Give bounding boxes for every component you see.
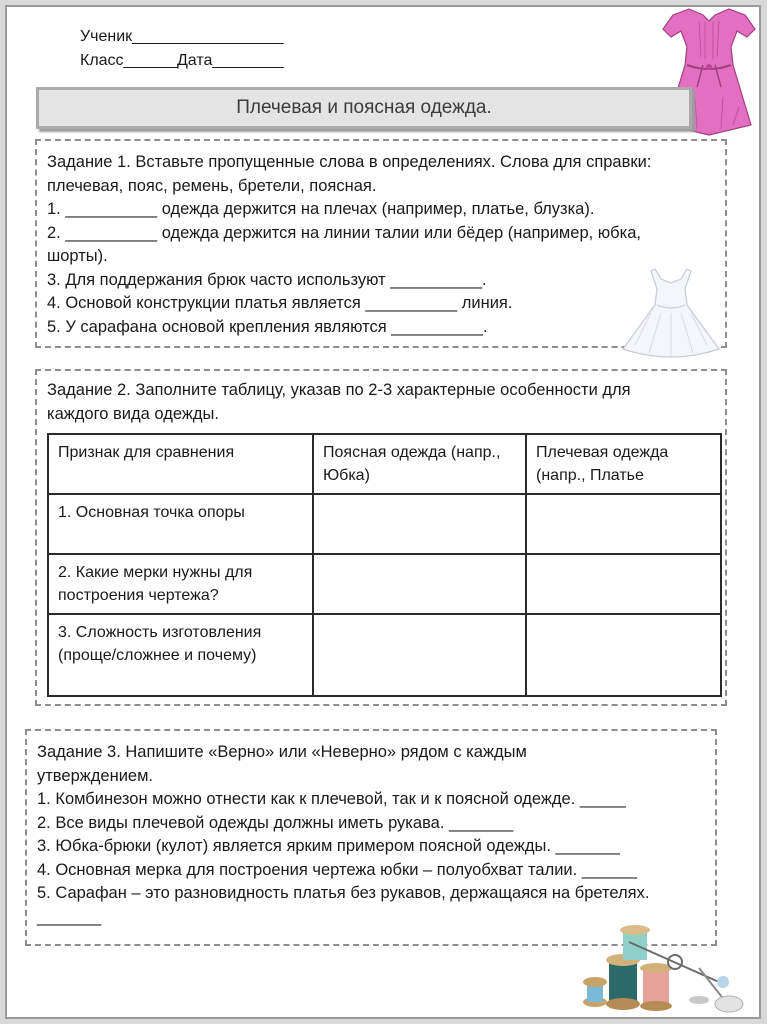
task-2-heading-cont: каждого вида одежды. — [47, 404, 219, 423]
table-header-cell: Поясная одежда (напр., Юбка) — [313, 434, 526, 494]
comparison-table — [47, 433, 722, 697]
class-date-line: Класс______Дата________ — [80, 52, 284, 69]
table-cell-criterion: 1. Основная точка опоры — [48, 494, 313, 554]
task-2-box — [35, 369, 727, 706]
task-2-heading: Задание 2. Заполните таблицу, указав по 2-3 характерные особенности для — [47, 381, 631, 399]
task-3-item-5-blank: _______ — [37, 907, 102, 926]
table-header-cell: Признак для сравнения — [48, 434, 313, 494]
student-info — [80, 25, 284, 73]
table-cell-answer[interactable] — [526, 614, 721, 696]
table-row — [48, 554, 721, 614]
table-cell-answer[interactable] — [313, 494, 526, 554]
student-name-line: Ученик_________________ — [80, 28, 284, 45]
task-3-heading-cont: утверждением. — [37, 766, 154, 785]
table-cell-answer[interactable] — [313, 554, 526, 614]
task-3-item-1: 1. Комбинезон можно отнести как к плечевой, так и к поясной одежде. _____ — [37, 790, 626, 808]
table-row — [48, 494, 721, 554]
table-cell-answer[interactable] — [526, 494, 721, 554]
task-1-item-4: 4. Основой конструкции платья является __________ линия. — [47, 294, 513, 312]
task-3-box — [25, 729, 717, 946]
task-1-item-3: 3. Для поддержания брюк часто используют __________. — [47, 270, 487, 289]
task-3-item-4: 4. Основная мерка для построения чертежа юбки – полуобхват талии. ______ — [37, 860, 637, 879]
table-row — [48, 614, 721, 696]
task-1-item-2-cont: шорты). — [47, 247, 108, 265]
table-header-row — [48, 434, 721, 494]
worksheet-page — [5, 5, 761, 1019]
task-1-item-5: 5. У сарафана основой крепления являются __________. — [47, 317, 488, 336]
table-cell-criterion: 3. Сложность изготовления (проще/сложнее и почему) — [48, 614, 313, 696]
task-1-item-2: 2. __________ одежда держится на линии талии или бёдер (например, юбка, — [47, 223, 641, 242]
table-cell-answer[interactable] — [526, 554, 721, 614]
table-cell-criterion: 2. Какие мерки нужны для построения чертежа? — [48, 554, 313, 614]
page-title: Плечевая и поясная одежда. — [36, 87, 692, 129]
table-header-cell: Плечевая одежда (напр., Платье — [526, 434, 721, 494]
task-3-heading: Задание 3. Напишите «Верно» или «Неверно» рядом с каждым — [37, 743, 527, 761]
task-1-item-1: 1. __________ одежда держится на плечах (например, платье, блузка). — [47, 200, 595, 218]
table-cell-answer[interactable] — [313, 614, 526, 696]
sewing-supplies-icon — [579, 922, 749, 1014]
task-3-item-5: 5. Сарафан – это разновидность платья без рукавов, держащаяся на бретелях. — [37, 884, 650, 902]
task-1-heading: Задание 1. Вставьте пропущенные слова в определениях. Слова для справки: — [47, 153, 652, 171]
task-3-item-3: 3. Юбка-брюки (кулот) является ярким примером поясной одежды. _______ — [37, 837, 620, 855]
task-3-item-2: 2. Все виды плечевой одежды должны иметь рукава. _______ — [37, 813, 514, 832]
white-dress-icon — [615, 265, 727, 365]
task-1-reference-words: плечевая, пояс, ремень, бретели, поясная. — [47, 176, 377, 195]
